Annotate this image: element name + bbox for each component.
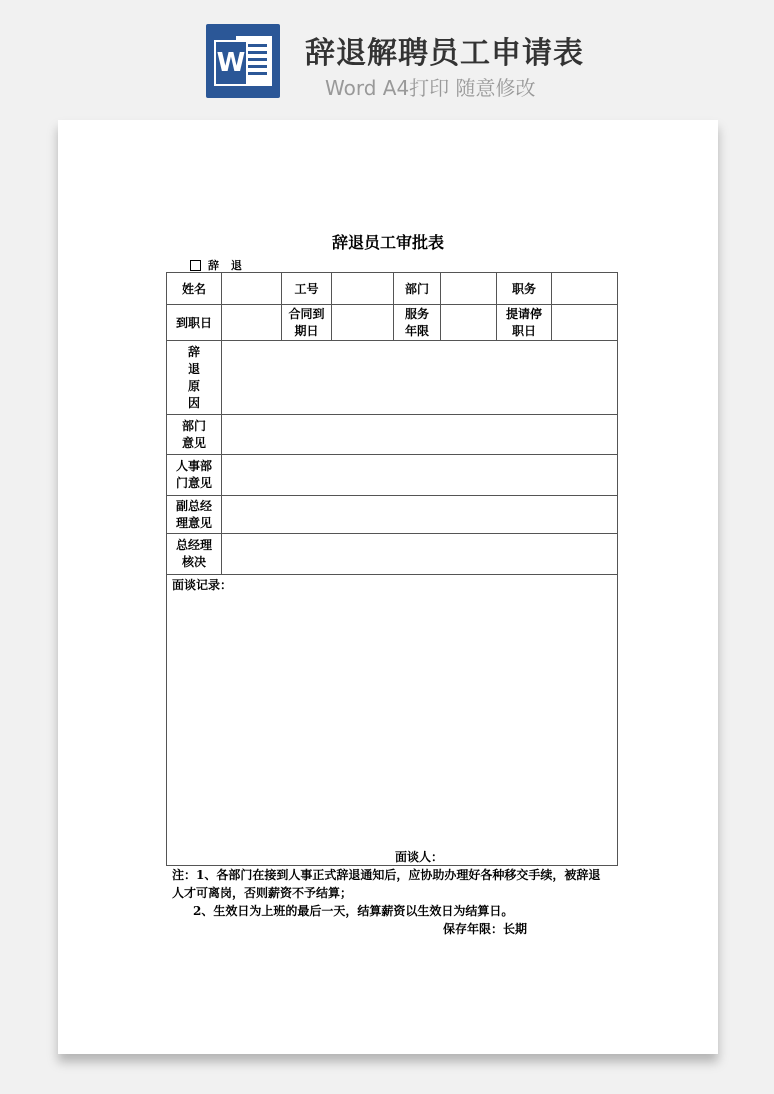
table-row [167, 575, 618, 866]
dept-opinion-field[interactable] [222, 415, 618, 455]
department-label: 部门 [394, 273, 441, 305]
reason-label: 辞退原因 [167, 341, 222, 415]
service-years-field[interactable] [441, 305, 497, 341]
word-icon [206, 24, 280, 98]
department-field[interactable] [441, 273, 497, 305]
table-row [167, 534, 618, 575]
stop-date-field[interactable] [552, 305, 618, 341]
vp-opinion-label: 副总经理意见 [167, 496, 222, 534]
table-row [167, 496, 618, 534]
note-1: 注：1、各部门在接到人事正式辞退通知后，应协助办理好各种移交手续，被辞退人才可离岗，否则薪资不予结算； [172, 868, 601, 900]
notes [172, 866, 612, 920]
hr-opinion-field[interactable] [222, 455, 618, 496]
interview-record-label: 面谈记录： [172, 578, 233, 592]
gm-decision-field[interactable] [222, 534, 618, 575]
name-field[interactable] [222, 273, 282, 305]
table-row [167, 455, 618, 496]
employee-id-label: 工号 [282, 273, 332, 305]
table-row [167, 415, 618, 455]
contract-end-label: 合同到期日 [282, 305, 332, 341]
employee-id-field[interactable] [332, 273, 394, 305]
interview-record-field[interactable] [167, 575, 618, 866]
contract-end-field[interactable] [332, 305, 394, 341]
hr-opinion-label: 人事部门意见 [167, 455, 222, 496]
dept-opinion-label: 部门意见 [167, 415, 222, 455]
interviewer-label: 面谈人： [395, 850, 444, 864]
table-row [167, 273, 618, 305]
dismissal-checkbox-label: 辞 退 [208, 259, 246, 272]
retention-period: 保存年限：长期 [443, 922, 528, 936]
table-row [167, 341, 618, 415]
note-2: 2、生效日为上班的最后一天，结算薪资以生效日为结算日。 [193, 904, 514, 918]
dismissal-checkbox[interactable] [190, 260, 201, 271]
join-date-field[interactable] [222, 305, 282, 341]
join-date-label: 到职日 [167, 305, 222, 341]
service-years-label: 服务年限 [394, 305, 441, 341]
gm-decision-label: 总经理核决 [167, 534, 222, 575]
reason-field[interactable] [222, 341, 618, 415]
page-title: 辞退解聘员工申请表 [305, 36, 584, 71]
stop-date-label: 提请停职日 [497, 305, 552, 341]
page-subtitle: Word A4打印 随意修改 [325, 76, 536, 100]
position-field[interactable] [552, 273, 618, 305]
approval-form-table [166, 272, 618, 866]
dismissal-checkbox-row [190, 257, 246, 273]
vp-opinion-field[interactable] [222, 496, 618, 534]
name-label: 姓名 [167, 273, 222, 305]
word-letter: W [214, 40, 248, 86]
document-page [58, 120, 718, 1054]
position-label: 职务 [497, 273, 552, 305]
header [0, 0, 774, 110]
document-title: 辞退员工审批表 [331, 233, 444, 252]
table-row [167, 305, 618, 341]
